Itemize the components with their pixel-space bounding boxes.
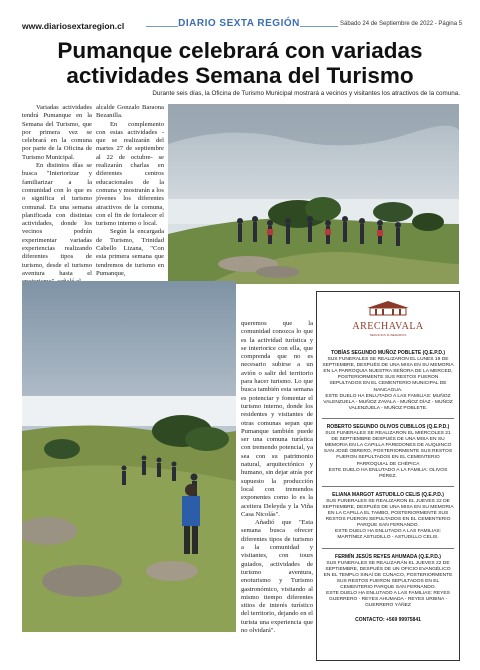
col2-paragraph-3: Según la encargada de Turismo, Trinidad Cabello Lizana, "Con esta primera semana que tendremos de turismo en Pumanque, <box>96 228 164 277</box>
site-url: www.diariosextaregion.cl <box>22 21 125 31</box>
col3-paragraph-1: queremos que la comunidad conozca lo que es la actividad turística y se interiorice con ella, que comprenda que no es necesario subirse a un avión o salir del territorio para hacer turismo. Lo que busca también esta semana es potenciar y fomentar el turismo interno, donde los residentes y visitantes de otras comunas sepan que Pumanque también puede ser una comuna turística con tremendo potencial, ya sea con su patrimonio natural, arquitectónico y humano, sin dejar atrás por supuesto la producción local con tremendos exponentes como lo es la aceitera Deleyda y la Viña Casa Nicolás". <box>241 320 313 518</box>
obituary-divider <box>322 548 454 549</box>
hikers-trail-photo <box>22 281 236 632</box>
funeral-details: SUS FUNERALES SE REALIZARON EL MIÉRCOLES 21 DE SEPTIEMBRE DESPUÉS DE UNA MISA EN SU MEMORIA EN LA CAPILLA PAREDONES DE AUQUINCO SAN JOSÉ OBRERO, POSTERIORMENTE SUS RESTOS FUERON SEPULTADOS EN EL CEMENTERIO PARROQUIAL DE CHÉPICA <box>323 431 453 467</box>
obituary-contact <box>322 617 454 623</box>
funeral-home-tagline: SERVICIOS FUNERARIOS <box>369 333 407 337</box>
funeral-details: SUS FUNERALES SE REALIZARON EL JUEVES 22 DE SEPTIEMBRE, DESPUÉS DE UNA MISA EN SU MEMORIA EN LA CAPILLA EL TAMBO, POSTERIORMENTE SUS RESTOS FUERON SEPULTADOS EN EL CEMENTERIO PARQUE SAN FERNANDO. <box>322 498 454 529</box>
contact-phone: CONTACTO: +569 99975841 <box>355 617 421 624</box>
obituary-entry <box>322 492 454 542</box>
bereaved-families: ESTE DUELO HA ENLUTADO A LA FAMILIA: OLIVOS PÉREZ. <box>328 467 448 479</box>
article-column-3 <box>241 320 313 635</box>
header-rule-left <box>146 26 178 27</box>
article-headline <box>20 38 460 88</box>
funeral-home-building-icon <box>365 300 411 316</box>
funeral-details: SUS FUNERALES SE REALIZARON EL LUNES 19 DE SEPTIEMBRE, DESPUÉS DE UNA MISA EN SU MEMORIA EN LA PARROQUIA NUESTRA SEÑORA DE LA MERCED, POSTERIORMENTE SUS RESTOS FUERON SEPULTADOS EN EL CEMENTERIO MUNICIPAL DE NANCAGUA. <box>322 357 454 393</box>
obituary-entry <box>322 554 454 610</box>
col3-paragraph-2: Añadió que "Esta semana busca ofrecer diferentes tipos de turismo a la comunidad y visitantes, con tours guiados, actividades de turismo aventura, enoturismo y Turismo gastronómico, visitando al mismo tiempo diferentes sitios de interés turístico del territorio, dejando en el turista una experiencia que no olvidará". <box>241 519 313 634</box>
deceased-name: ELIANA MARGOT ASTUDILLO CELIS (Q.E.P.D.) <box>332 491 444 498</box>
headline-line-2: actividades Semana del Turismo <box>66 63 414 88</box>
funeral-details: SUS FUNERALES SE REALIZARÁN EL JUEVES 22 DE SEPTIEMBRE, DESPUÉS DE UN OFICIO EVANGÉLICO EN EL TEMPLO SINAÍ DE CUNACO, POSTERIORMENTE SUS RESTOS FUERON SEPULTADOS EN EL CEMENTERIO PARQUE SAN FERNANDO. <box>323 560 453 590</box>
bereaved-families: ESTE DUELO HA ENLUTADO A LAS FAMILIAS: MUÑOZ VALENZUELA - MUÑOZ ZAVALA - MUÑOZ DÍAZ - MUÑOZ VALENZUELA - MUÑOZ POBLETE. <box>323 393 453 411</box>
headline-line-1: Pumanque celebrará con variadas <box>57 38 423 63</box>
article-subhead: Durante seis días, la Oficina de Turismo Municipal mostrará a vecinos y visitantes los atractivos de la comuna. <box>152 90 460 97</box>
deceased-name: TOBÍAS SEGUNDO MUÑOZ POBLETE (Q.E.P.D.) <box>331 350 445 356</box>
deceased-name: FERMÍN JESÚS REYES AHUMADA (Q.E.P.D.) <box>335 553 441 560</box>
arechavala-logo <box>317 300 459 337</box>
col2-paragraph-1: alcalde Gonzalo Baraona Bezanilla. <box>96 104 164 120</box>
funeral-notices-box <box>316 291 460 661</box>
article-column-2 <box>96 104 164 278</box>
col1-paragraph-1: Variadas actividades tendrá Pumanque en la Semana del Turismo, que por primera vez se celebrará en la comuna por parte de la Oficina de Turismo Municipal. <box>22 104 92 161</box>
obituary-divider <box>322 486 454 487</box>
issue-date: Sábado 24 de Septiembre de 2022 - Página 5 <box>340 21 463 27</box>
newspaper-brand: DIARIO SEXTA REGIÓN <box>178 18 300 29</box>
obituary-list <box>322 350 454 629</box>
deceased-name: ROBERTO SEGUNDO OLIVOS CUBILLOS (Q.E.P.D.) <box>326 423 450 430</box>
col2-paragraph-2: En complemento con estas actividades -que se realizarán del martes 27 de septiembre al 22 de octubre- se realizarán charlas en diferentes centros educacionales de la comuna y mostrarán a los jóvenes los diferentes atractivos de la comuna, con el fin de fortalecer el turismo interno o local. <box>96 120 164 228</box>
col1-paragraph-2: En distintos días se busca "Interiorizar y familiarizar a la comunidad con lo que es o significa el turismo comunal. Es una semana planificada con distintas actividades, donde los vecinos podrán experimentar variadas experiencias realizando diferentes tipos de turismo, desde el turismo aventura hasta el <box>22 162 92 277</box>
hikers-group-photo <box>168 104 459 284</box>
bereaved-families: ESTE DUELO HA ENLUTADO A LAS FAMILIAS: MARTÍNEZ ASTUDILLO - ASTUDILLO CELIS. <box>335 529 441 541</box>
obituary-divider <box>322 418 454 419</box>
header-rule-right <box>300 26 338 27</box>
obituary-entry <box>322 350 454 412</box>
funeral-home-name: ARECHAVALA <box>352 321 424 332</box>
article-column-1 <box>22 104 92 287</box>
obituary-entry <box>322 424 454 480</box>
bereaved-families: ESTE DUELO HA ENLUTADO A LAS FAMILIAS: REYES GUERRERO - REYES AHUMADA - REYES URBINA - GUERRERO YÁÑEZ <box>326 591 450 609</box>
